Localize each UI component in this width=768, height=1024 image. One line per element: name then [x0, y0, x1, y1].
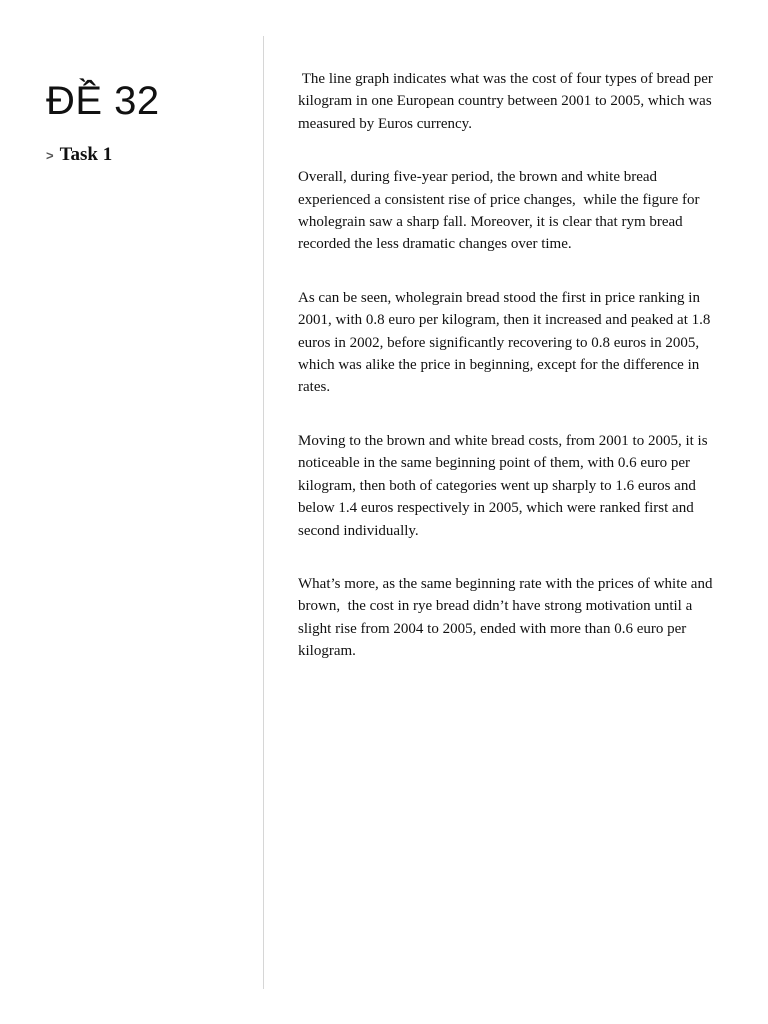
paragraph-wholegrain: As can be seen, wholegrain bread stood the first in price ranking in 2001, with 0.8 euro per kilogram, then it increased and peaked at 1.8 euros in 2002, before significantly recovering to 0.8 euros in 2005, which was alike the price in beginning, except for the difference in rates.: [298, 289, 715, 396]
document-title: ĐỀ 32: [46, 79, 160, 123]
paragraph-rye: What’s more, as the same beginning rate with the prices of white and brown, the cost in rye bread didn’t have strong motivation until a slight rise from 2004 to 2005, ended with more than 0.6 euro per kilogram.: [298, 575, 717, 660]
paragraph-overview: Overall, during five-year period, the brown and white bread experienced a consistent rise of price changes, while the figure for wholegrain saw a sharp fall. Moreover, it is clear that rym bread recorded the less dramatic changes over time.: [298, 169, 704, 253]
section-label: Task 1: [59, 144, 113, 165]
chevron-right-icon: >: [46, 148, 54, 163]
left-column: [46, 78, 246, 167]
section-heading: [46, 144, 246, 167]
paragraph-intro: The line graph indicates what was the cost of four types of bread per kilogram in one European country between 2001 to 2005, which was measured by Euros currency.: [298, 71, 717, 132]
paragraph-brown-white: Moving to the brown and white bread costs, from 2001 to 2005, it is noticeable in the same beginning point of them, with 0.6 euro per kilogram, then both of categories went up sharply to 1.6 euros and below 1.4 euros respectively in 2005, which were ranked first and second individually.: [298, 432, 712, 539]
column-divider: [263, 36, 264, 989]
essay-body: [298, 68, 720, 694]
